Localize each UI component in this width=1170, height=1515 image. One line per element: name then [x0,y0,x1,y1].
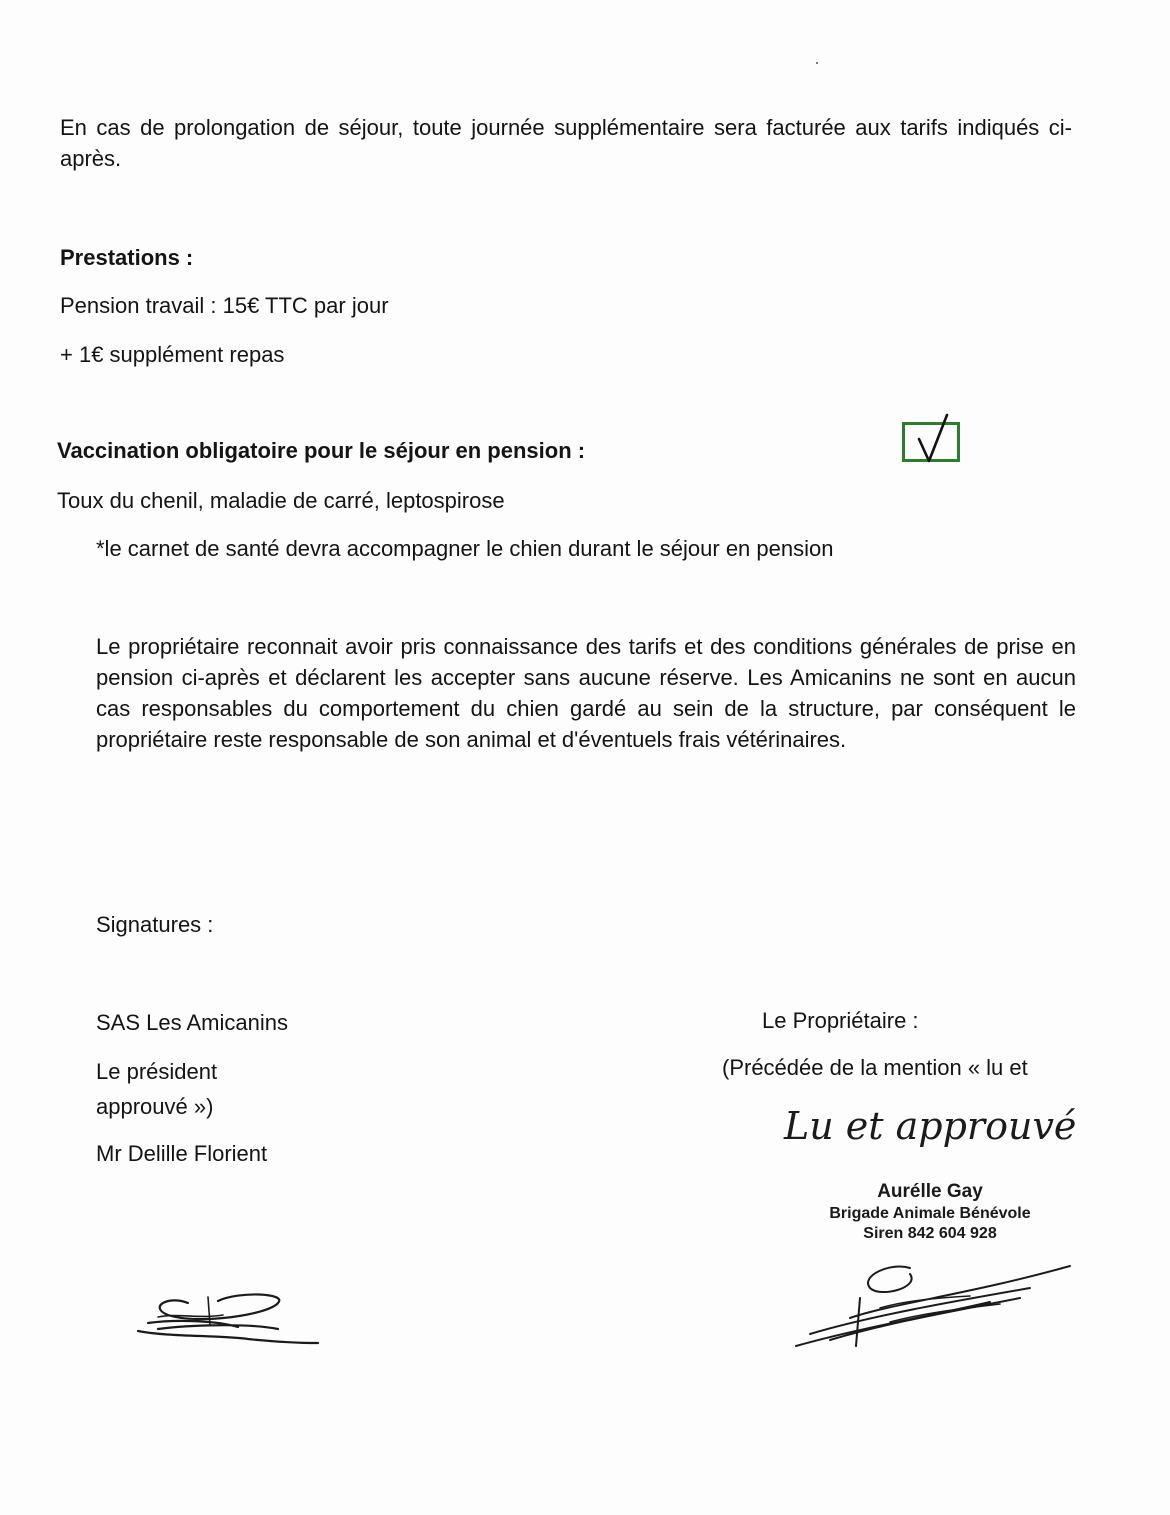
intro-paragraph: En cas de prolongation de séjour, toute journée supplémentaire sera facturée aux tarifs indiqués ci-après. [60,115,1072,171]
president-signature [128,1285,328,1365]
prestations-heading: Prestations : [60,245,194,270]
company-name: SAS Les Amicanins [96,1010,288,1035]
vaccination-note: *le carnet de santé devra accompagner le chien durant le séjour en pension [96,536,834,561]
stamp-siren: Siren 842 604 928 [863,1225,997,1242]
approved-continuation: approuvé ») [96,1094,214,1119]
acknowledgement-paragraph: Le propriétaire reconnait avoir pris connaissance des tarifs et des conditions générales de prise en pension ci-après et déclarent les accepter sans aucune réserve. Les Amicanins ne sont en aucun cas responsables du comportement du chien gardé au sein de la structure, par conséquent le propriétaire reste responsable de son animal et d'éventuels frais vétérinaires. [96,634,1076,752]
stamp-organisation: Brigade Animale Bénévole [829,1205,1031,1222]
president-label: Le président [96,1059,218,1084]
owner-label: Le Propriétaire : [762,1008,919,1033]
checkmark-icon [905,411,963,467]
stamp-name: Aurélle Gay [877,1181,983,1202]
vaccination-heading: Vaccination obligatoire pour le séjour en pension : [57,438,586,463]
scan-speck [816,62,818,64]
signatures-heading: Signatures : [96,912,214,937]
mention-instruction: (Précédée de la mention « lu et [722,1055,1028,1080]
vaccination-checkbox[interactable] [902,422,960,462]
vaccination-list: Toux du chenil, maladie de carré, leptospirose [57,488,505,513]
owner-signature [790,1258,1080,1358]
prestations-line-pension: Pension travail : 15€ TTC par jour [60,293,389,318]
owner-stamp [800,1180,1060,1244]
handwritten-lu-et-approuve: Lu et approuvé [784,1104,1077,1148]
president-name: Mr Delille Florient [96,1141,268,1166]
prestations-line-supplement: + 1€ supplément repas [60,342,285,367]
